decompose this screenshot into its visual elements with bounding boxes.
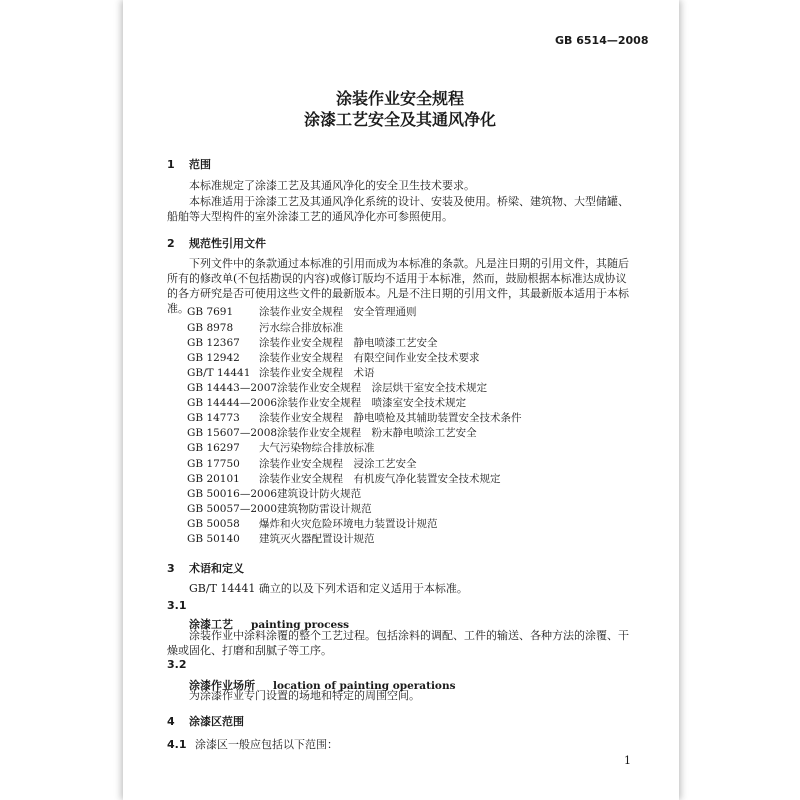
reference-title: 爆炸和火灾危险环境电力装置设计规范: [259, 518, 438, 530]
section-number: 1: [167, 158, 175, 171]
section-2-intro: 下列文件中的条款通过本标准的引用而成为本标准的条款。凡是注日期的引用文件，其随后所有的修改单(不包括勘误的内容)或修订版均不适用于本标准，然而，鼓励根据本标准达成协议的各方研究是否可使用这些文件的最新版本。凡是不注日期的引用文件，其最新版本适用于本标准。: [167, 257, 629, 315]
reference-code: GB 16297: [187, 442, 240, 454]
term-english: painting process: [251, 619, 350, 631]
section-title: 范围: [189, 158, 211, 171]
reference-item: [187, 351, 480, 366]
section-4-heading: [167, 713, 244, 729]
reference-item: [187, 517, 438, 532]
reference-item: [187, 472, 501, 487]
reference-code: GB 14773: [187, 412, 240, 424]
reference-title: 污水综合排放标准: [259, 322, 343, 334]
reference-title: 涂装作业安全规程 浸涂工艺安全: [259, 458, 417, 470]
reference-item: [187, 336, 438, 351]
reference-item: [187, 441, 375, 456]
title-line-1: 涂装作业安全规程: [335, 89, 464, 108]
standard-number: GB 6514—2008: [555, 34, 649, 47]
reference-item: [187, 426, 477, 441]
term-number: 3.1: [167, 599, 187, 612]
subsection-text: 涂漆区一般应包括以下范围：: [195, 738, 338, 751]
reference-code: GB 14444—2006: [187, 397, 278, 409]
reference-item: [187, 457, 417, 472]
reference-title: 涂装作业安全规程 术语: [259, 367, 375, 379]
section-3-heading: [167, 560, 244, 576]
reference-code: GB 15607—2008: [187, 427, 278, 439]
reference-item: [187, 381, 487, 396]
section-title: 涂漆区范围: [189, 715, 244, 728]
reference-title: 涂装作业安全规程 粉末静电喷涂工艺安全: [277, 427, 477, 439]
subsection-number: 4.1: [167, 738, 187, 751]
reference-item: [187, 321, 343, 336]
reference-code: GB 20101: [187, 473, 240, 485]
page-number: 1: [624, 754, 631, 767]
section-number: 2: [167, 237, 175, 250]
reference-code: GB 17750: [187, 458, 240, 470]
reference-title: 大气污染物综合排放标准: [259, 442, 375, 454]
reference-title: 涂装作业安全规程 有机废气净化装置安全技术规定: [259, 473, 501, 485]
reference-item: [187, 411, 522, 426]
reference-title: 建筑灭火器配置设计规范: [259, 533, 375, 545]
reference-item: [187, 532, 375, 547]
reference-code: GB 12367: [187, 337, 240, 349]
section-1-heading: [167, 156, 211, 172]
section-title: 术语和定义: [189, 562, 244, 575]
reference-title: 涂装作业安全规程 静电喷枪及其辅助装置安全技术条件: [259, 412, 522, 424]
section-1-para-2: 本标准适用于涂漆工艺及其通风净化系统的设计、安装及使用。桥梁、建筑物、大型储罐、船舶等大型构件的室外涂漆工艺的通风净化亦可参照使用。: [167, 195, 629, 223]
reference-title: 涂装作业安全规程 涂层烘干室安全技术规定: [277, 382, 488, 394]
section-number: 4: [167, 715, 175, 728]
term-chinese: 涂漆工艺: [189, 618, 233, 631]
section-title: 规范性引用文件: [189, 237, 266, 250]
reference-code: GB 8978: [187, 322, 234, 334]
section-1-para-1: 本标准规定了涂漆工艺及其通风净化的安全卫生技术要求。: [189, 179, 475, 192]
reference-code: GB/T 14441: [187, 367, 251, 379]
reference-title: 涂装作业安全规程 安全管理通则: [259, 306, 417, 318]
reference-item: [187, 502, 372, 517]
reference-title: 涂装作业安全规程 静电喷漆工艺安全: [259, 337, 438, 349]
reference-title: 建筑物防雷设计规范: [277, 503, 372, 515]
term-chinese: 涂漆作业场所: [189, 679, 255, 692]
section-number: 3: [167, 562, 175, 575]
term-definition: 为涂漆作业专门设置的场地和特定的周围空间。: [189, 689, 420, 702]
reference-code: GB 50140: [187, 533, 240, 545]
reference-code: GB 12942: [187, 352, 240, 364]
reference-item: [187, 305, 417, 320]
reference-code: GB 50058: [187, 518, 240, 530]
reference-item: [187, 487, 361, 502]
term-number: 3.2: [167, 658, 187, 671]
reference-code: GB 7691: [187, 306, 234, 318]
title-line-2: 涂漆工艺安全及其通风净化: [303, 110, 496, 129]
reference-code: GB 14443—2007: [187, 382, 278, 394]
reference-item: [187, 366, 375, 381]
section-2-heading: [167, 235, 266, 251]
reference-title: 涂装作业安全规程 喷漆室安全技术规定: [277, 397, 467, 409]
term-english: location of painting operations: [273, 680, 456, 692]
reference-title: 建筑设计防火规范: [277, 488, 362, 500]
subsection-4-1: [167, 737, 338, 752]
reference-item: [187, 396, 466, 411]
reference-code: GB 50016—2006: [187, 488, 278, 500]
section-3-intro: GB/T 14441 确立的以及下列术语和定义适用于本标准。: [189, 582, 468, 595]
reference-code: GB 50057—2000: [187, 503, 278, 515]
term-definition: 涂装作业中涂料涂覆的整个工艺过程。包括涂料的调配、工件的输送、各种方法的涂覆、干燥或固化、打磨和刮腻子等工序。: [167, 629, 629, 657]
reference-title: 涂装作业安全规程 有限空间作业安全技术要求: [259, 352, 480, 364]
